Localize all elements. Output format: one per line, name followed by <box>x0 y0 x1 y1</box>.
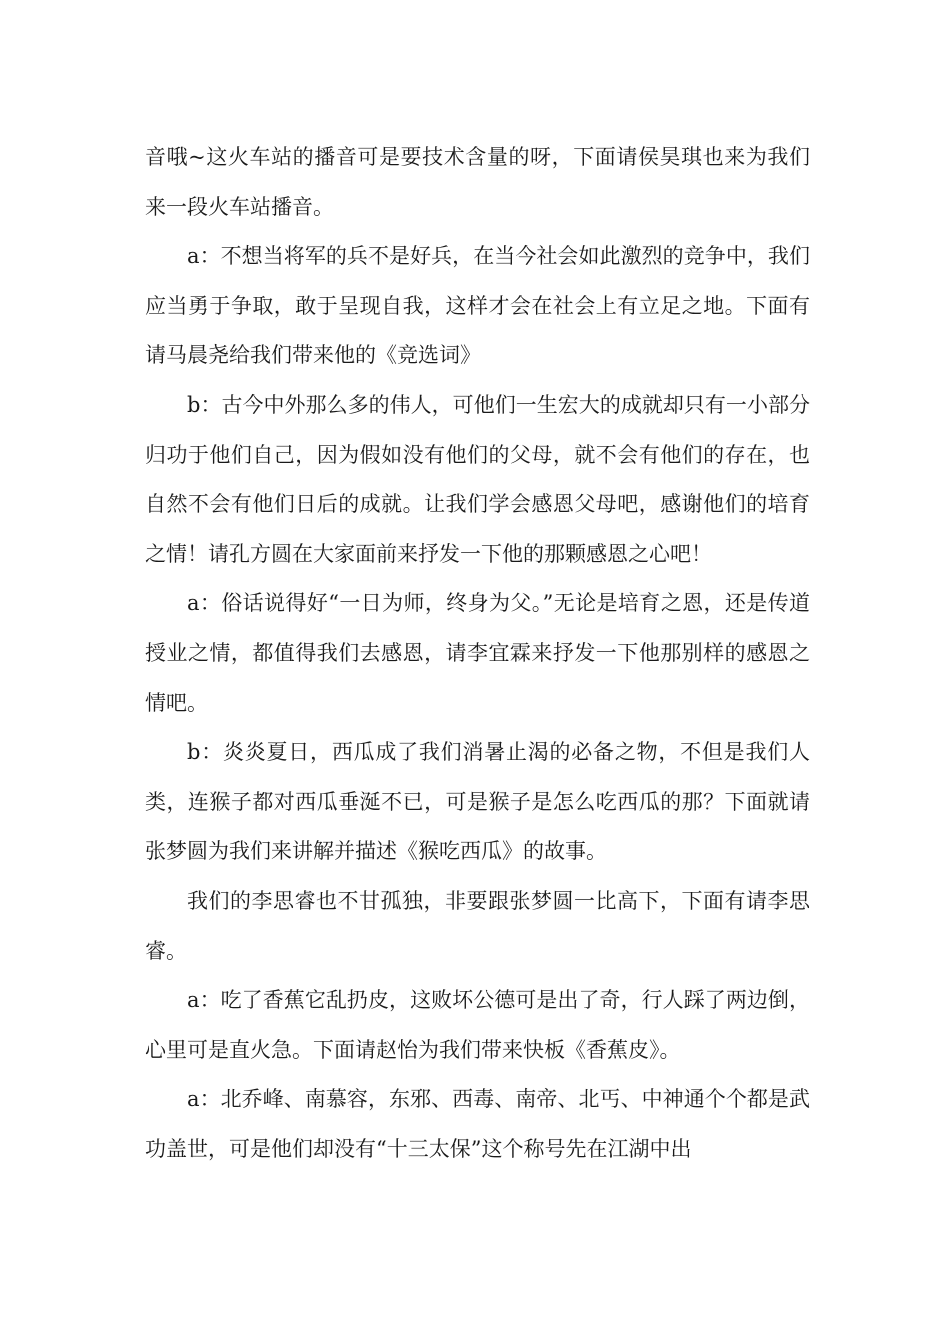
paragraph-3: b：古今中外那么多的伟人，可他们一生宏大的成就却只有一小部分归功于他们自己，因为假如没有他们的父母，就不会有他们的存在，也自然不会有他们日后的成就。让我们学会感恩父母吧，感谢他们的培育之情！请孔方圆在大家面前来抒发一下他的那颗感恩之心吧！ <box>145 392 810 566</box>
document-body <box>145 133 810 1174</box>
paragraph-8: a：北乔峰、南慕容，东邪、西毒、南帝、北丐、中神通个个都是武功盖世，可是他们却没有“十三太保”这个称号先在江湖中出 <box>145 1087 810 1161</box>
paragraph-2: a：不想当将军的兵不是好兵，在当今社会如此激烈的竞争中，我们应当勇于争取，敢于呈现自我，这样才会在社会上有立足之地。下面有请马晨尧给我们带来他的《竞选词》 <box>145 244 810 368</box>
paragraph-7: a：吃了香蕉它乱扔皮，这败坏公德可是出了奇，行人踩了两边倒，心里可是直火急。下面请赵怡为我们带来快板《香蕉皮》。 <box>145 988 810 1062</box>
paragraph-1: 音哦~这火车站的播音可是要技术含量的呀，下面请侯昊琪也来为我们来一段火车站播音。 <box>145 145 810 219</box>
paragraph-4: a：俗话说得好“一日为师，终身为父。”无论是培育之恩，还是传道授业之情，都值得我们去感恩，请李宜霖来抒发一下他那别样的感恩之情吧。 <box>145 591 810 715</box>
paragraph-5: b：炎炎夏日，西瓜成了我们消暑止渴的必备之物，不但是我们人类，连猴子都对西瓜垂涎不已，可是猴子是怎么吃西瓜的那？下面就请张梦圆为我们来讲解并描述《猴吃西瓜》的故事。 <box>145 740 810 864</box>
paragraph-6: 我们的李思睿也不甘孤独，非要跟张梦圆一比高下，下面有请李思睿。 <box>145 888 810 963</box>
